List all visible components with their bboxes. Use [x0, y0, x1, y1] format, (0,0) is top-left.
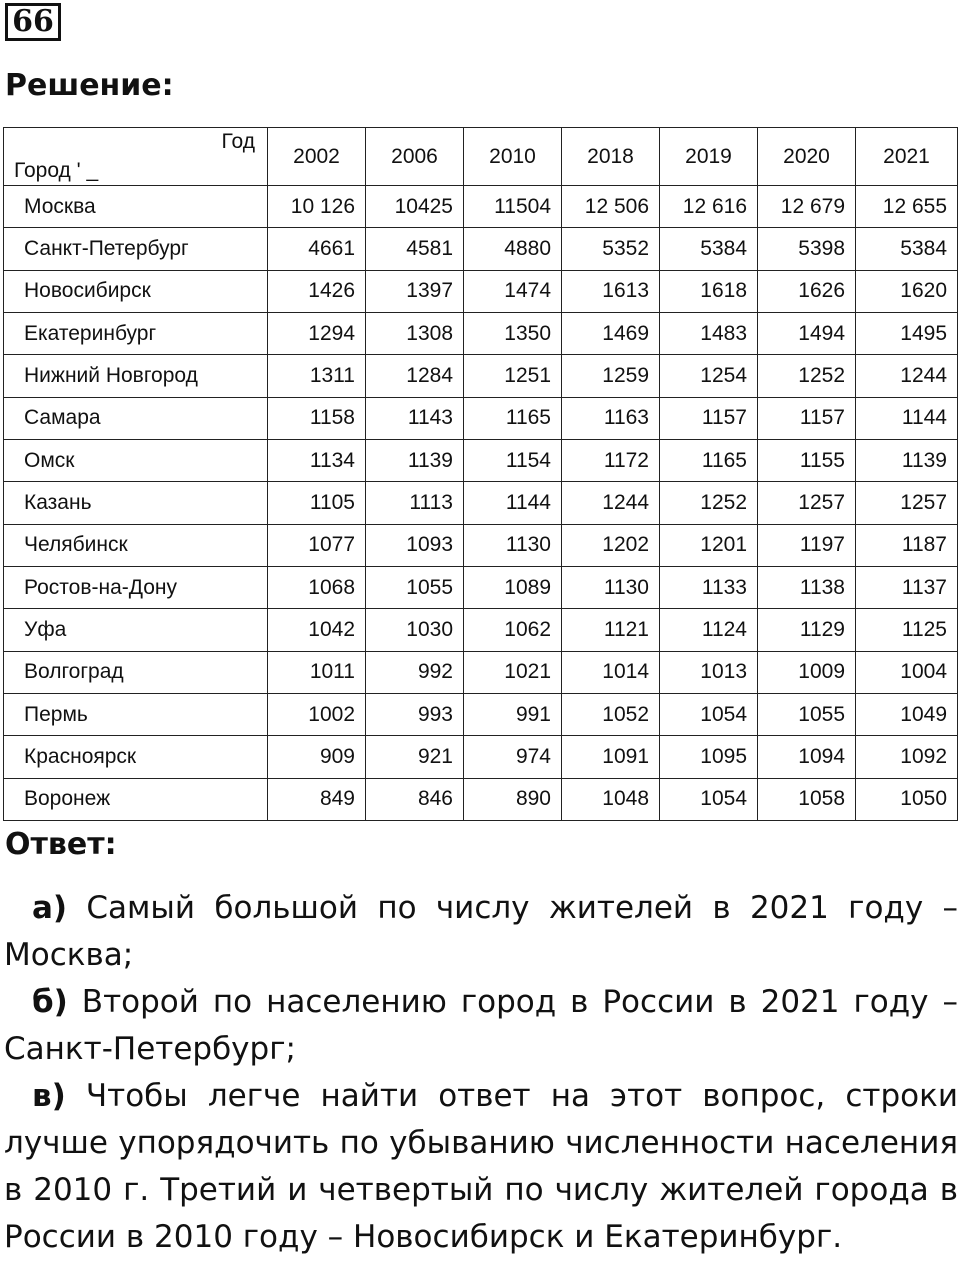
- value-cell: 1030: [366, 609, 464, 651]
- value-cell: 4581: [366, 228, 464, 270]
- value-cell: 1055: [758, 693, 856, 735]
- table-row: [4, 736, 958, 778]
- value-cell: 4661: [268, 228, 366, 270]
- value-cell: 1049: [856, 693, 958, 735]
- value-cell: 1105: [268, 482, 366, 524]
- value-cell: 991: [464, 693, 562, 735]
- answer-text: Чтобы легче найти ответ на этот вопрос, строки лучше упорядочить по убыванию численности населения в 2010 г. Третий и четвертый по числу жителей города в России в 2010 году – Новосибирск и Екатеринбург.: [4, 1078, 958, 1255]
- value-cell: 993: [366, 693, 464, 735]
- value-cell: 1154: [464, 439, 562, 481]
- table-row: [4, 439, 958, 481]
- value-cell: 1202: [562, 524, 660, 566]
- city-cell: Уфа: [4, 609, 268, 651]
- city-cell: Красноярск: [4, 736, 268, 778]
- city-cell: Челябинск: [4, 524, 268, 566]
- value-cell: 1143: [366, 397, 464, 439]
- city-cell: Москва: [4, 186, 268, 228]
- value-cell: 1092: [856, 736, 958, 778]
- value-cell: 1144: [464, 482, 562, 524]
- value-cell: 1620: [856, 270, 958, 312]
- year-header: 2020: [758, 128, 856, 186]
- answer-label: а): [32, 890, 68, 926]
- value-cell: 1626: [758, 270, 856, 312]
- city-cell: Омск: [4, 439, 268, 481]
- value-cell: 5352: [562, 228, 660, 270]
- table-row: [4, 397, 958, 439]
- value-cell: 1129: [758, 609, 856, 651]
- value-cell: 1139: [366, 439, 464, 481]
- value-cell: 1014: [562, 651, 660, 693]
- year-header: 2018: [562, 128, 660, 186]
- value-cell: 1013: [660, 651, 758, 693]
- value-cell: 1139: [856, 439, 958, 481]
- table-row: [4, 186, 958, 228]
- value-cell: 1197: [758, 524, 856, 566]
- value-cell: 1165: [464, 397, 562, 439]
- value-cell: 1062: [464, 609, 562, 651]
- value-cell: 1068: [268, 566, 366, 608]
- value-cell: 4880: [464, 228, 562, 270]
- value-cell: 12 655: [856, 186, 958, 228]
- value-cell: 1157: [758, 397, 856, 439]
- year-header: 2006: [366, 128, 464, 186]
- value-cell: 1077: [268, 524, 366, 566]
- value-cell: 890: [464, 778, 562, 820]
- value-cell: 1350: [464, 312, 562, 354]
- table-row: [4, 778, 958, 820]
- year-header: 2002: [268, 128, 366, 186]
- value-cell: 5384: [660, 228, 758, 270]
- value-cell: 12 679: [758, 186, 856, 228]
- table-row: [4, 228, 958, 270]
- value-cell: 1483: [660, 312, 758, 354]
- table-row: [4, 651, 958, 693]
- value-cell: 1113: [366, 482, 464, 524]
- city-cell: Санкт-Петербург: [4, 228, 268, 270]
- city-label: Город ' _: [14, 159, 99, 182]
- table-row: [4, 566, 958, 608]
- table-row: [4, 524, 958, 566]
- value-cell: 846: [366, 778, 464, 820]
- value-cell: 1055: [366, 566, 464, 608]
- value-cell: 1284: [366, 355, 464, 397]
- value-cell: 1257: [856, 482, 958, 524]
- city-cell: Казань: [4, 482, 268, 524]
- value-cell: 1011: [268, 651, 366, 693]
- value-cell: 1187: [856, 524, 958, 566]
- city-cell: Ростов-на-Дону: [4, 566, 268, 608]
- value-cell: 1172: [562, 439, 660, 481]
- value-cell: 992: [366, 651, 464, 693]
- value-cell: 1613: [562, 270, 660, 312]
- answer-item: [4, 1073, 958, 1261]
- value-cell: 1244: [856, 355, 958, 397]
- value-cell: 1094: [758, 736, 856, 778]
- value-cell: 1294: [268, 312, 366, 354]
- value-cell: 1004: [856, 651, 958, 693]
- value-cell: 1009: [758, 651, 856, 693]
- value-cell: 1134: [268, 439, 366, 481]
- value-cell: 1093: [366, 524, 464, 566]
- answer-text: Самый большой по числу жителей в 2021 году – Москва;: [4, 890, 958, 973]
- answer-label: б): [32, 984, 68, 1020]
- value-cell: 1158: [268, 397, 366, 439]
- year-label: Год: [221, 130, 255, 153]
- value-cell: 1201: [660, 524, 758, 566]
- value-cell: 1252: [660, 482, 758, 524]
- value-cell: 1157: [660, 397, 758, 439]
- value-cell: 1494: [758, 312, 856, 354]
- answer-text: Второй по населению город в России в 2021 году – Санкт-Петербург;: [4, 984, 958, 1067]
- value-cell: 1050: [856, 778, 958, 820]
- value-cell: 1254: [660, 355, 758, 397]
- value-cell: 1144: [856, 397, 958, 439]
- value-cell: 1048: [562, 778, 660, 820]
- value-cell: 12 506: [562, 186, 660, 228]
- value-cell: 1259: [562, 355, 660, 397]
- value-cell: 5384: [856, 228, 958, 270]
- value-cell: 1469: [562, 312, 660, 354]
- value-cell: 909: [268, 736, 366, 778]
- table-row: [4, 312, 958, 354]
- table-header-row: [4, 128, 958, 186]
- city-cell: Пермь: [4, 693, 268, 735]
- value-cell: 1042: [268, 609, 366, 651]
- value-cell: 1495: [856, 312, 958, 354]
- value-cell: 1089: [464, 566, 562, 608]
- value-cell: 1002: [268, 693, 366, 735]
- value-cell: 1121: [562, 609, 660, 651]
- answer-label: в): [32, 1078, 66, 1114]
- value-cell: 1091: [562, 736, 660, 778]
- value-cell: 1125: [856, 609, 958, 651]
- value-cell: 921: [366, 736, 464, 778]
- value-cell: 1137: [856, 566, 958, 608]
- value-cell: 1054: [660, 693, 758, 735]
- value-cell: 849: [268, 778, 366, 820]
- table-row: [4, 609, 958, 651]
- city-cell: Новосибирск: [4, 270, 268, 312]
- value-cell: 1130: [562, 566, 660, 608]
- value-cell: 11504: [464, 186, 562, 228]
- value-cell: 1252: [758, 355, 856, 397]
- value-cell: 1474: [464, 270, 562, 312]
- value-cell: 1130: [464, 524, 562, 566]
- value-cell: 1426: [268, 270, 366, 312]
- table-row: [4, 270, 958, 312]
- value-cell: 1124: [660, 609, 758, 651]
- value-cell: 1138: [758, 566, 856, 608]
- year-header: 2021: [856, 128, 958, 186]
- value-cell: 1155: [758, 439, 856, 481]
- table-row: [4, 482, 958, 524]
- value-cell: 974: [464, 736, 562, 778]
- solution-heading: Решение:: [5, 68, 174, 103]
- task-number: 66: [5, 3, 61, 41]
- value-cell: 1308: [366, 312, 464, 354]
- answer-item: [4, 979, 958, 1073]
- value-cell: 1311: [268, 355, 366, 397]
- value-cell: 5398: [758, 228, 856, 270]
- value-cell: 1163: [562, 397, 660, 439]
- city-cell: Воронеж: [4, 778, 268, 820]
- city-cell: Волгоград: [4, 651, 268, 693]
- value-cell: 1021: [464, 651, 562, 693]
- value-cell: 1058: [758, 778, 856, 820]
- city-cell: Екатеринбург: [4, 312, 268, 354]
- city-cell: Самара: [4, 397, 268, 439]
- table-row: [4, 355, 958, 397]
- city-cell: Нижний Новгород: [4, 355, 268, 397]
- population-table: [3, 127, 958, 821]
- year-header: 2010: [464, 128, 562, 186]
- value-cell: 10 126: [268, 186, 366, 228]
- value-cell: 1052: [562, 693, 660, 735]
- value-cell: 1251: [464, 355, 562, 397]
- year-header: 2019: [660, 128, 758, 186]
- value-cell: 1397: [366, 270, 464, 312]
- value-cell: 1257: [758, 482, 856, 524]
- value-cell: 1054: [660, 778, 758, 820]
- value-cell: 1618: [660, 270, 758, 312]
- value-cell: 1133: [660, 566, 758, 608]
- value-cell: 1165: [660, 439, 758, 481]
- value-cell: 1244: [562, 482, 660, 524]
- answer-heading: Ответ:: [5, 827, 117, 862]
- value-cell: 12 616: [660, 186, 758, 228]
- value-cell: 10425: [366, 186, 464, 228]
- answer-item: [4, 885, 958, 979]
- corner-header: [4, 128, 268, 186]
- answer-list: [4, 885, 958, 1261]
- value-cell: 1095: [660, 736, 758, 778]
- table-row: [4, 693, 958, 735]
